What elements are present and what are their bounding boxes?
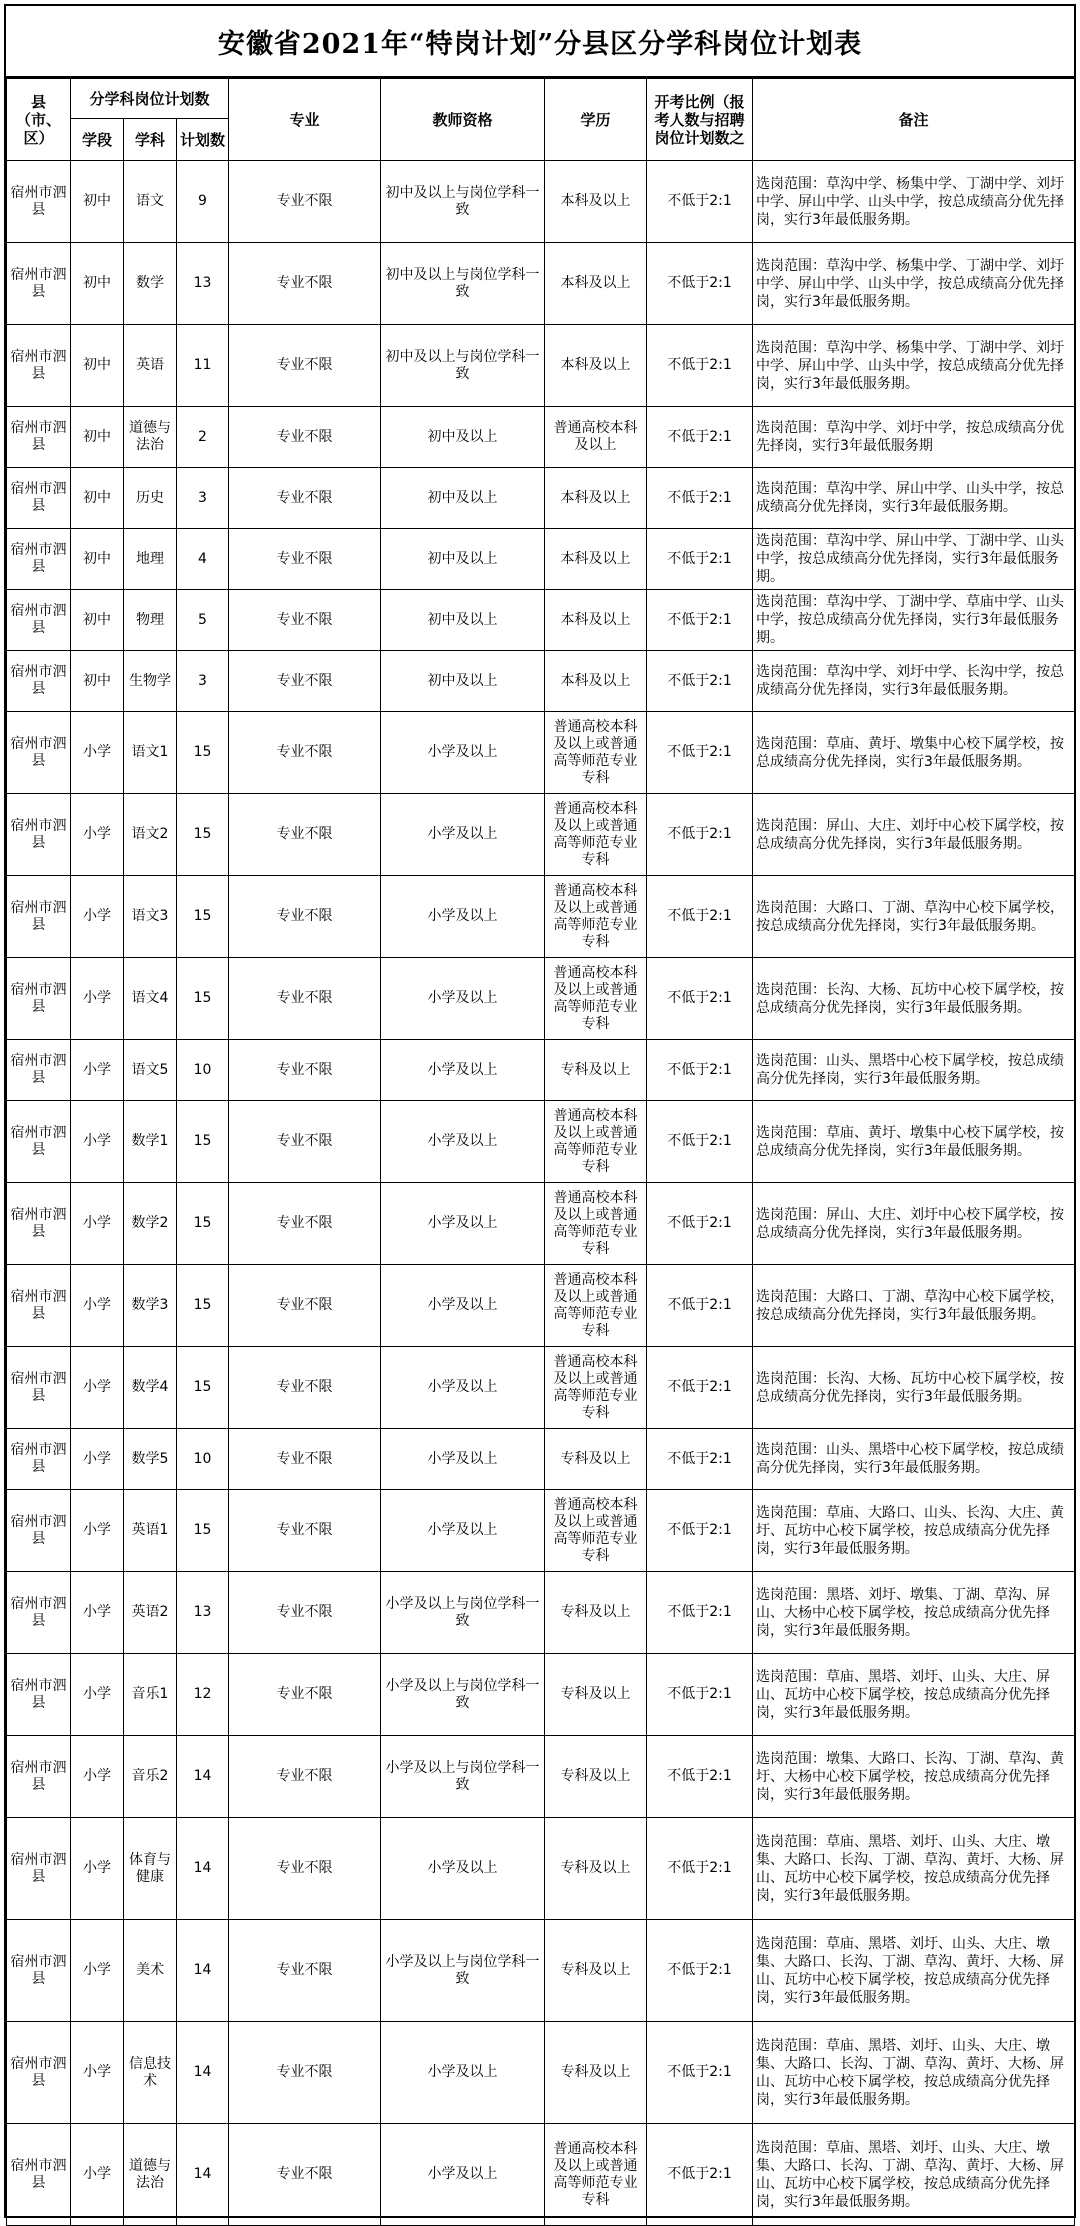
- major-cell: 专业不限: [229, 407, 381, 468]
- subject-cell: 信息技术: [124, 2022, 177, 2124]
- note-cell: 选岗范围：草庙、黑塔、刘圩、山头、大庄、墩集、大路口、长沟、丁湖、草沟、黄圩、大杨、屏山、瓦坊中心校下属学校，按总成绩高分优先择岗，实行3年最低服务期。: [753, 1920, 1075, 2022]
- stage-cell: 小学: [71, 1101, 124, 1183]
- note-cell: 选岗范围：黑塔、刘圩、墩集、丁湖、草沟、屏山、大杨中心校下属学校，按总成绩高分优先择岗，实行3年最低服务期。: [753, 1572, 1075, 1654]
- note-cell: 选岗范围：草庙、黄圩、墩集中心校下属学校，按总成绩高分优先择岗，实行3年最低服务期。: [753, 1101, 1075, 1183]
- qualification-cell: 小学及以上: [381, 1183, 545, 1265]
- major-cell: 专业不限: [229, 2124, 381, 2226]
- ratio-cell: 不低于2:1: [647, 1920, 753, 2022]
- education-cell: 普通高校本科及以上或普通高等师范专业专科: [545, 712, 647, 794]
- education-cell: 专科及以上: [545, 2022, 647, 2124]
- ratio-cell: 不低于2:1: [647, 529, 753, 590]
- qualification-cell: 小学及以上与岗位学科一致: [381, 1572, 545, 1654]
- table-row: [7, 958, 1075, 1040]
- stage-cell: 初中: [71, 243, 124, 325]
- note-cell: 选岗范围：长沟、大杨、瓦坊中心校下属学校，按总成绩高分优先择岗，实行3年最低服务期。: [753, 958, 1075, 1040]
- education-cell: 普通高校本科及以上或普通高等师范专业专科: [545, 1101, 647, 1183]
- education-cell: 普通高校本科及以上或普通高等师范专业专科: [545, 1265, 647, 1347]
- major-cell: 专业不限: [229, 1818, 381, 1920]
- education-cell: 普通高校本科及以上或普通高等师范专业专科: [545, 876, 647, 958]
- education-cell: 本科及以上: [545, 325, 647, 407]
- education-cell: 本科及以上: [545, 161, 647, 243]
- count-cell: 13: [177, 1572, 229, 1654]
- table-row: [7, 1429, 1075, 1490]
- qualification-cell: 小学及以上: [381, 1818, 545, 1920]
- major-cell: 专业不限: [229, 529, 381, 590]
- major-cell: 专业不限: [229, 1572, 381, 1654]
- major-cell: 专业不限: [229, 1101, 381, 1183]
- table-row: [7, 1490, 1075, 1572]
- note-cell: 选岗范围：山头、黑塔中心校下属学校，按总成绩高分优先择岗，实行3年最低服务期。: [753, 1040, 1075, 1101]
- subject-cell: 体育与健康: [124, 1818, 177, 1920]
- document-page: [4, 4, 1076, 2218]
- major-cell: 专业不限: [229, 325, 381, 407]
- ratio-cell: 不低于2:1: [647, 1490, 753, 1572]
- count-cell: 3: [177, 468, 229, 529]
- education-cell: 普通高校本科及以上或普通高等师范专业专科: [545, 1490, 647, 1572]
- header-count: 计划数: [177, 119, 229, 161]
- stage-cell: 初中: [71, 407, 124, 468]
- qualification-cell: 初中及以上: [381, 407, 545, 468]
- subject-cell: 英语2: [124, 1572, 177, 1654]
- major-cell: 专业不限: [229, 1920, 381, 2022]
- ratio-cell: 不低于2:1: [647, 1654, 753, 1736]
- major-cell: 专业不限: [229, 651, 381, 712]
- note-cell: 选岗范围：草庙、黑塔、刘圩、山头、大庄、墩集、大路口、长沟、丁湖、草沟、黄圩、大杨、屏山、瓦坊中心校下属学校，按总成绩高分优先择岗，实行3年最低服务期。: [753, 2022, 1075, 2124]
- stage-cell: 小学: [71, 2124, 124, 2226]
- table-row: [7, 243, 1075, 325]
- county-cell: 宿州市泗县: [7, 1101, 71, 1183]
- note-cell: 选岗范围：草沟中学、杨集中学、丁湖中学、刘圩中学、屏山中学、山头中学，按总成绩高分优先择岗，实行3年最低服务期。: [753, 161, 1075, 243]
- subject-cell: 语文1: [124, 712, 177, 794]
- subject-cell: 英语1: [124, 1490, 177, 1572]
- table-row: [7, 2022, 1075, 2124]
- table-row: [7, 2124, 1075, 2226]
- major-cell: 专业不限: [229, 958, 381, 1040]
- education-cell: 普通高校本科及以上: [545, 407, 647, 468]
- qualification-cell: 初中及以上: [381, 590, 545, 651]
- table-row: [7, 1183, 1075, 1265]
- note-cell: 选岗范围：草沟中学、屏山中学、丁湖中学、山头中学，按总成绩高分优先择岗，实行3年最低服务期。: [753, 529, 1075, 590]
- stage-cell: 小学: [71, 1490, 124, 1572]
- county-cell: 宿州市泗县: [7, 590, 71, 651]
- note-cell: 选岗范围：草庙、黑塔、刘圩、山头、大庄、墩集、大路口、长沟、丁湖、草沟、黄圩、大杨、屏山、瓦坊中心校下属学校，按总成绩高分优先择岗，实行3年最低服务期。: [753, 2124, 1075, 2226]
- major-cell: 专业不限: [229, 468, 381, 529]
- stage-cell: 小学: [71, 2022, 124, 2124]
- subject-cell: 数学3: [124, 1265, 177, 1347]
- stage-cell: 小学: [71, 1040, 124, 1101]
- county-cell: 宿州市泗县: [7, 468, 71, 529]
- county-cell: 宿州市泗县: [7, 1040, 71, 1101]
- qualification-cell: 初中及以上: [381, 651, 545, 712]
- subject-cell: 英语: [124, 325, 177, 407]
- ratio-cell: 不低于2:1: [647, 1818, 753, 1920]
- table-row: [7, 1572, 1075, 1654]
- education-cell: 专科及以上: [545, 1920, 647, 2022]
- count-cell: 14: [177, 1818, 229, 1920]
- ratio-cell: 不低于2:1: [647, 161, 753, 243]
- stage-cell: 小学: [71, 712, 124, 794]
- major-cell: 专业不限: [229, 1654, 381, 1736]
- header-stage: 学段: [71, 119, 124, 161]
- header-note: 备注: [753, 79, 1075, 161]
- count-cell: 14: [177, 1736, 229, 1818]
- education-cell: 普通高校本科及以上或普通高等师范专业专科: [545, 1347, 647, 1429]
- major-cell: 专业不限: [229, 1183, 381, 1265]
- ratio-cell: 不低于2:1: [647, 1572, 753, 1654]
- subject-cell: 物理: [124, 590, 177, 651]
- county-cell: 宿州市泗县: [7, 794, 71, 876]
- count-cell: 15: [177, 876, 229, 958]
- education-cell: 专科及以上: [545, 1654, 647, 1736]
- county-cell: 宿州市泗县: [7, 407, 71, 468]
- county-cell: 宿州市泗县: [7, 712, 71, 794]
- stage-cell: 小学: [71, 1572, 124, 1654]
- qualification-cell: 小学及以上: [381, 2022, 545, 2124]
- subject-cell: 语文4: [124, 958, 177, 1040]
- education-cell: 普通高校本科及以上或普通高等师范专业专科: [545, 1183, 647, 1265]
- table-row: [7, 794, 1075, 876]
- county-cell: 宿州市泗县: [7, 1654, 71, 1736]
- table-row: [7, 407, 1075, 468]
- stage-cell: 小学: [71, 1347, 124, 1429]
- count-cell: 15: [177, 1265, 229, 1347]
- count-cell: 15: [177, 1490, 229, 1572]
- education-cell: 专科及以上: [545, 1040, 647, 1101]
- stage-cell: 小学: [71, 794, 124, 876]
- note-cell: 选岗范围：山头、黑塔中心校下属学校，按总成绩高分优先择岗，实行3年最低服务期。: [753, 1429, 1075, 1490]
- county-cell: 宿州市泗县: [7, 2124, 71, 2226]
- qualification-cell: 小学及以上与岗位学科一致: [381, 1736, 545, 1818]
- county-cell: 宿州市泗县: [7, 325, 71, 407]
- ratio-cell: 不低于2:1: [647, 1183, 753, 1265]
- ratio-cell: 不低于2:1: [647, 2022, 753, 2124]
- qualification-cell: 小学及以上: [381, 794, 545, 876]
- table-row: [7, 1101, 1075, 1183]
- qualification-cell: 小学及以上: [381, 1347, 545, 1429]
- subject-cell: 语文2: [124, 794, 177, 876]
- county-cell: 宿州市泗县: [7, 958, 71, 1040]
- plan-table: [6, 78, 1075, 2226]
- note-cell: 选岗范围：大路口、丁湖、草沟中心校下属学校，按总成绩高分优先择岗，实行3年最低服务期。: [753, 1265, 1075, 1347]
- note-cell: 选岗范围：墩集、大路口、长沟、丁湖、草沟、黄圩、大杨中心校下属学校，按总成绩高分优先择岗，实行3年最低服务期。: [753, 1736, 1075, 1818]
- count-cell: 2: [177, 407, 229, 468]
- note-cell: 选岗范围：草沟中学、屏山中学、山头中学，按总成绩高分优先择岗，实行3年最低服务期。: [753, 468, 1075, 529]
- subject-cell: 语文: [124, 161, 177, 243]
- stage-cell: 初中: [71, 590, 124, 651]
- count-cell: 15: [177, 1101, 229, 1183]
- count-cell: 15: [177, 1183, 229, 1265]
- ratio-cell: 不低于2:1: [647, 651, 753, 712]
- qualification-cell: 初中及以上与岗位学科一致: [381, 325, 545, 407]
- table-row: [7, 1654, 1075, 1736]
- education-cell: 本科及以上: [545, 243, 647, 325]
- count-cell: 5: [177, 590, 229, 651]
- stage-cell: 初中: [71, 468, 124, 529]
- count-cell: 10: [177, 1429, 229, 1490]
- header-county: 县（市、区）: [7, 79, 71, 161]
- table-row: [7, 1818, 1075, 1920]
- subject-cell: 数学2: [124, 1183, 177, 1265]
- qualification-cell: 小学及以上: [381, 712, 545, 794]
- stage-cell: 小学: [71, 1818, 124, 1920]
- qualification-cell: 小学及以上与岗位学科一致: [381, 1654, 545, 1736]
- county-cell: 宿州市泗县: [7, 1818, 71, 1920]
- subject-cell: 道德与法治: [124, 407, 177, 468]
- subject-cell: 道德与法治: [124, 2124, 177, 2226]
- count-cell: 15: [177, 712, 229, 794]
- subject-cell: 语文5: [124, 1040, 177, 1101]
- education-cell: 本科及以上: [545, 529, 647, 590]
- table-row: [7, 325, 1075, 407]
- count-cell: 3: [177, 651, 229, 712]
- table-row: [7, 1347, 1075, 1429]
- stage-cell: 小学: [71, 1429, 124, 1490]
- table-row: [7, 1265, 1075, 1347]
- stage-cell: 小学: [71, 1920, 124, 2022]
- major-cell: 专业不限: [229, 590, 381, 651]
- note-cell: 选岗范围：草沟中学、刘圩中学，按总成绩高分优先择岗，实行3年最低服务期: [753, 407, 1075, 468]
- table-row: [7, 529, 1075, 590]
- note-cell: 选岗范围：草庙、黑塔、刘圩、山头、大庄、墩集、大路口、长沟、丁湖、草沟、黄圩、大杨、屏山、瓦坊中心校下属学校，按总成绩高分优先择岗，实行3年最低服务期。: [753, 1818, 1075, 1920]
- ratio-cell: 不低于2:1: [647, 1101, 753, 1183]
- education-cell: 本科及以上: [545, 468, 647, 529]
- page-title: 安徽省2021年“特岗计划”分县区分学科岗位计划表: [6, 6, 1074, 78]
- education-cell: 本科及以上: [545, 651, 647, 712]
- county-cell: 宿州市泗县: [7, 876, 71, 958]
- ratio-cell: 不低于2:1: [647, 468, 753, 529]
- ratio-cell: 不低于2:1: [647, 590, 753, 651]
- count-cell: 15: [177, 794, 229, 876]
- qualification-cell: 初中及以上: [381, 468, 545, 529]
- subject-cell: 数学5: [124, 1429, 177, 1490]
- major-cell: 专业不限: [229, 161, 381, 243]
- education-cell: 专科及以上: [545, 1429, 647, 1490]
- count-cell: 12: [177, 1654, 229, 1736]
- qualification-cell: 小学及以上与岗位学科一致: [381, 1920, 545, 2022]
- education-cell: 专科及以上: [545, 1818, 647, 1920]
- ratio-cell: 不低于2:1: [647, 1429, 753, 1490]
- stage-cell: 初中: [71, 529, 124, 590]
- stage-cell: 初中: [71, 161, 124, 243]
- education-cell: 普通高校本科及以上或普通高等师范专业专科: [545, 794, 647, 876]
- note-cell: 选岗范围：大路口、丁湖、草沟中心校下属学校，按总成绩高分优先择岗，实行3年最低服务期。: [753, 876, 1075, 958]
- note-cell: 选岗范围：草庙、黑塔、刘圩、山头、大庄、屏山、瓦坊中心校下属学校，按总成绩高分优先择岗，实行3年最低服务期。: [753, 1654, 1075, 1736]
- ratio-cell: 不低于2:1: [647, 958, 753, 1040]
- stage-cell: 初中: [71, 651, 124, 712]
- county-cell: 宿州市泗县: [7, 1490, 71, 1572]
- county-cell: 宿州市泗县: [7, 243, 71, 325]
- ratio-cell: 不低于2:1: [647, 243, 753, 325]
- note-cell: 选岗范围：草沟中学、杨集中学、丁湖中学、刘圩中学、屏山中学、山头中学，按总成绩高分优先择岗，实行3年最低服务期。: [753, 243, 1075, 325]
- county-cell: 宿州市泗县: [7, 529, 71, 590]
- ratio-cell: 不低于2:1: [647, 325, 753, 407]
- subject-cell: 语文3: [124, 876, 177, 958]
- subject-cell: 音乐1: [124, 1654, 177, 1736]
- stage-cell: 小学: [71, 958, 124, 1040]
- ratio-cell: 不低于2:1: [647, 1347, 753, 1429]
- stage-cell: 小学: [71, 1183, 124, 1265]
- count-cell: 15: [177, 958, 229, 1040]
- qualification-cell: 小学及以上: [381, 1429, 545, 1490]
- note-cell: 选岗范围：草沟中学、杨集中学、丁湖中学、刘圩中学、屏山中学、山头中学，按总成绩高分优先择岗，实行3年最低服务期。: [753, 325, 1075, 407]
- ratio-cell: 不低于2:1: [647, 712, 753, 794]
- education-cell: 普通高校本科及以上或普通高等师范专业专科: [545, 958, 647, 1040]
- count-cell: 14: [177, 2124, 229, 2226]
- qualification-cell: 小学及以上: [381, 1101, 545, 1183]
- education-cell: 专科及以上: [545, 1572, 647, 1654]
- major-cell: 专业不限: [229, 1347, 381, 1429]
- ratio-cell: 不低于2:1: [647, 1736, 753, 1818]
- qualification-cell: 小学及以上: [381, 1040, 545, 1101]
- ratio-cell: 不低于2:1: [647, 1265, 753, 1347]
- county-cell: 宿州市泗县: [7, 651, 71, 712]
- county-cell: 宿州市泗县: [7, 1736, 71, 1818]
- table-row: [7, 1920, 1075, 2022]
- qualification-cell: 小学及以上: [381, 876, 545, 958]
- major-cell: 专业不限: [229, 794, 381, 876]
- subject-cell: 音乐2: [124, 1736, 177, 1818]
- qualification-cell: 小学及以上: [381, 2124, 545, 2226]
- note-cell: 选岗范围：屏山、大庄、刘圩中心校下属学校，按总成绩高分优先择岗，实行3年最低服务期。: [753, 1183, 1075, 1265]
- note-cell: 选岗范围：长沟、大杨、瓦坊中心校下属学校，按总成绩高分优先择岗，实行3年最低服务期。: [753, 1347, 1075, 1429]
- table-row: [7, 161, 1075, 243]
- table-row: [7, 1736, 1075, 1818]
- count-cell: 13: [177, 243, 229, 325]
- education-cell: 专科及以上: [545, 1736, 647, 1818]
- education-cell: 本科及以上: [545, 590, 647, 651]
- ratio-cell: 不低于2:1: [647, 794, 753, 876]
- ratio-cell: 不低于2:1: [647, 2124, 753, 2226]
- major-cell: 专业不限: [229, 712, 381, 794]
- count-cell: 11: [177, 325, 229, 407]
- count-cell: 14: [177, 2022, 229, 2124]
- note-cell: 选岗范围：屏山、大庄、刘圩中心校下属学校，按总成绩高分优先择岗，实行3年最低服务期。: [753, 794, 1075, 876]
- stage-cell: 小学: [71, 1736, 124, 1818]
- table-row: [7, 1040, 1075, 1101]
- table-row: [7, 590, 1075, 651]
- county-cell: 宿州市泗县: [7, 1265, 71, 1347]
- major-cell: 专业不限: [229, 1040, 381, 1101]
- stage-cell: 小学: [71, 1265, 124, 1347]
- qualification-cell: 小学及以上: [381, 1265, 545, 1347]
- county-cell: 宿州市泗县: [7, 161, 71, 243]
- subject-cell: 数学: [124, 243, 177, 325]
- county-cell: 宿州市泗县: [7, 1572, 71, 1654]
- count-cell: 15: [177, 1347, 229, 1429]
- note-cell: 选岗范围：草沟中学、刘圩中学、长沟中学，按总成绩高分优先择岗，实行3年最低服务期。: [753, 651, 1075, 712]
- qualification-cell: 小学及以上: [381, 958, 545, 1040]
- major-cell: 专业不限: [229, 876, 381, 958]
- stage-cell: 小学: [71, 1654, 124, 1736]
- subject-cell: 生物学: [124, 651, 177, 712]
- stage-cell: 小学: [71, 876, 124, 958]
- table-row: [7, 712, 1075, 794]
- table-row: [7, 876, 1075, 958]
- header-plan-group: 分学科岗位计划数: [71, 79, 229, 119]
- header-ratio: 开考比例（报考人数与招聘岗位计划数之: [647, 79, 753, 161]
- education-cell: 普通高校本科及以上或普通高等师范专业专科: [545, 2124, 647, 2226]
- qualification-cell: 小学及以上: [381, 1490, 545, 1572]
- count-cell: 14: [177, 1920, 229, 2022]
- header-major: 专业: [229, 79, 381, 161]
- subject-cell: 地理: [124, 529, 177, 590]
- stage-cell: 初中: [71, 325, 124, 407]
- county-cell: 宿州市泗县: [7, 1183, 71, 1265]
- table-row: [7, 651, 1075, 712]
- major-cell: 专业不限: [229, 1429, 381, 1490]
- qualification-cell: 初中及以上: [381, 529, 545, 590]
- header-subject: 学科: [124, 119, 177, 161]
- county-cell: 宿州市泗县: [7, 2022, 71, 2124]
- count-cell: 4: [177, 529, 229, 590]
- note-cell: 选岗范围：草沟中学、丁湖中学、草庙中学、山头中学，按总成绩高分优先择岗，实行3年最低服务期。: [753, 590, 1075, 651]
- qualification-cell: 初中及以上与岗位学科一致: [381, 243, 545, 325]
- qualification-cell: 初中及以上与岗位学科一致: [381, 161, 545, 243]
- major-cell: 专业不限: [229, 243, 381, 325]
- note-cell: 选岗范围：草庙、黄圩、墩集中心校下属学校，按总成绩高分优先择岗，实行3年最低服务期。: [753, 712, 1075, 794]
- major-cell: 专业不限: [229, 1265, 381, 1347]
- count-cell: 9: [177, 161, 229, 243]
- header-education: 学历: [545, 79, 647, 161]
- table-body: [7, 161, 1075, 2226]
- county-cell: 宿州市泗县: [7, 1920, 71, 2022]
- county-cell: 宿州市泗县: [7, 1429, 71, 1490]
- major-cell: 专业不限: [229, 1736, 381, 1818]
- count-cell: 10: [177, 1040, 229, 1101]
- subject-cell: 数学4: [124, 1347, 177, 1429]
- subject-cell: 数学1: [124, 1101, 177, 1183]
- ratio-cell: 不低于2:1: [647, 876, 753, 958]
- ratio-cell: 不低于2:1: [647, 407, 753, 468]
- note-cell: 选岗范围：草庙、大路口、山头、长沟、大庄、黄圩、瓦坊中心校下属学校，按总成绩高分优先择岗，实行3年最低服务期。: [753, 1490, 1075, 1572]
- subject-cell: 美术: [124, 1920, 177, 2022]
- county-cell: 宿州市泗县: [7, 1347, 71, 1429]
- table-row: [7, 468, 1075, 529]
- subject-cell: 历史: [124, 468, 177, 529]
- ratio-cell: 不低于2:1: [647, 1040, 753, 1101]
- major-cell: 专业不限: [229, 2022, 381, 2124]
- header-qualification: 教师资格: [381, 79, 545, 161]
- major-cell: 专业不限: [229, 1490, 381, 1572]
